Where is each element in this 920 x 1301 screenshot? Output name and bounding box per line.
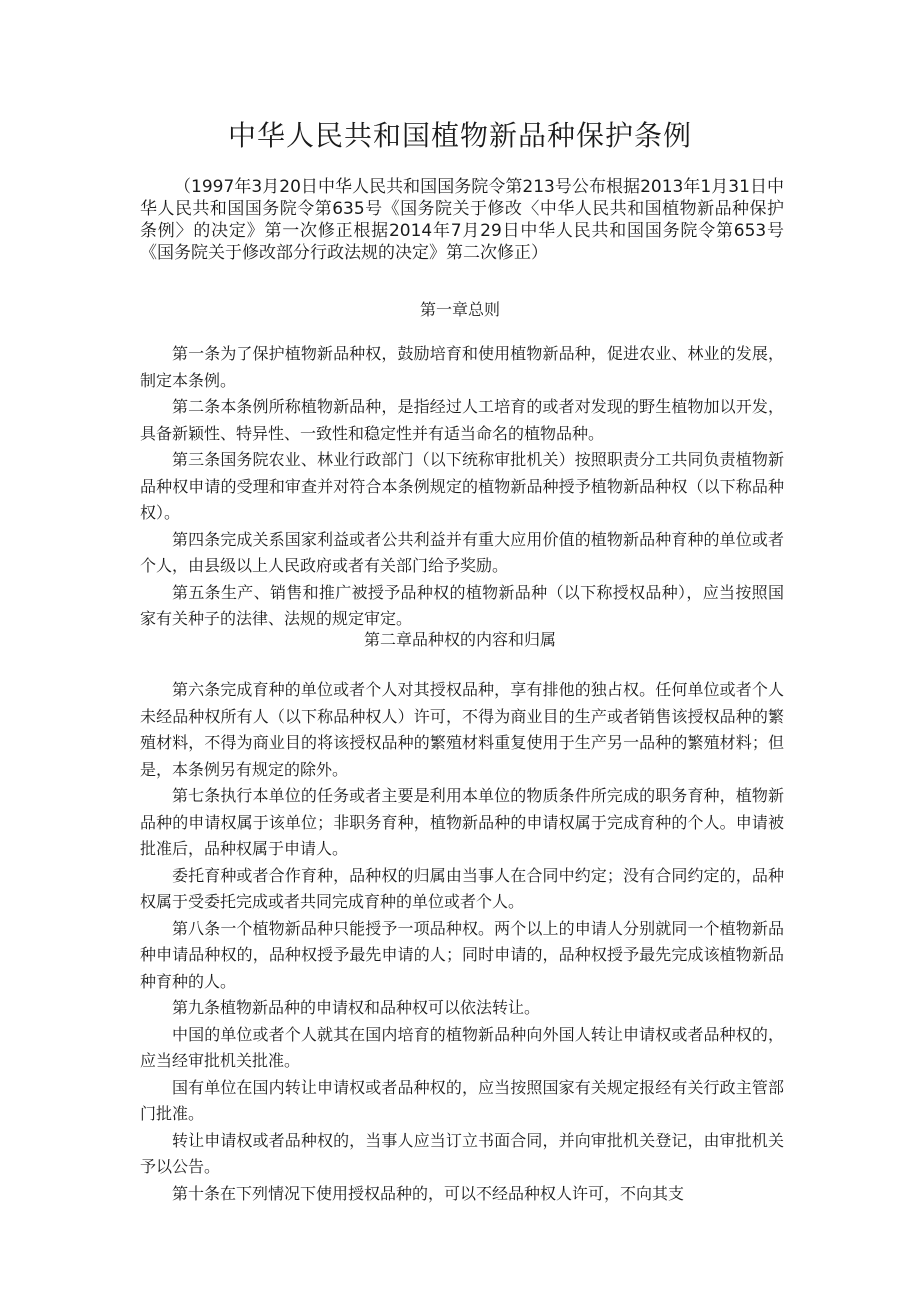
revision-history-note: （1997年3月20日中华人民共和国国务院令第213号公布根据2013年1月31日中华人民共和国国务院令第635号《国务院关于修改〈中华人民共和国植物新品种保护条例〉的决定》第一次修正根据2014年7月29日中华人民共和国国务院令第653号《国务院关于修改部分行政法规的决定》第二次修正）: [140, 177, 784, 263]
article-9-transfer-contract: 转让申请权或者品种权的，当事人应当订立书面合同，并向审批机关登记，由审批机关予以公告。: [140, 1130, 784, 1176]
article-7-commissioned-breeding: 委托育种或者合作育种，品种权的归属由当事人在合同中约定；没有合同约定的，品种权属于受委托完成或者共同完成育种的单位或者个人。: [140, 865, 784, 911]
article-3: 第三条国务院农业、林业行政部门（以下统称审批机关）按照职责分工共同负责植物新品种权申请的受理和审查并对符合本条例规定的植物新品种授予植物新品种权（以下称品种权）。: [140, 450, 784, 522]
article-4: 第四条完成关系国家利益或者公共利益并有重大应用价值的植物新品种育种的单位或者个人，由县级以上人民政府或者有关部门给予奖励。: [140, 529, 784, 575]
chapter-1-heading: 第一章总则: [419, 300, 500, 319]
document-title: 中华人民共和国植物新品种保护条例: [227, 119, 692, 152]
article-9-state-owned-transfer: 国有单位在国内转让申请权或者品种权的，应当按照国家有关规定报经有关行政主管部门批准。: [140, 1077, 784, 1123]
article-8: 第八条一个植物新品种只能授予一项品种权。两个以上的申请人分别就同一个植物新品种申请品种权的，品种权授予最先申请的人；同时申请的，品种权授予最先完成该植物新品种育种的人。: [140, 918, 784, 991]
chapter-2-body: [140, 677, 784, 1207]
article-9-foreign-transfer: 中国的单位或者个人就其在国内培育的植物新品种向外国人转让申请权或者品种权的，应当经审批机关批准。: [140, 1024, 784, 1070]
article-10: 第十条在下列情况下使用授权品种的，可以不经品种权人许可，不向其支: [172, 1183, 685, 1203]
article-6: 第六条完成育种的单位或者个人对其授权品种，享有排他的独占权。任何单位或者个人未经品种权所有人（以下称品种权人）许可，不得为商业目的生产或者销售该授权品种的繁殖材料，不得为商业目的将该授权品种的繁殖材料重复使用于生产另一品种的繁殖材料；但是，本条例另有规定的除外。: [140, 680, 784, 779]
article-1: 第一条为了保护植物新品种权，鼓励培育和使用植物新品种，促进农业、林业的发展，制定本条例。: [140, 344, 784, 390]
article-5: 第五条生产、销售和推广被授予品种权的植物新品种（以下称授权品种），应当按照国家有关种子的法律、法规的规定审定。: [140, 582, 784, 628]
chapter-1-body: [140, 341, 784, 633]
article-9: 第九条植物新品种的申请权和品种权可以依法转让。: [172, 998, 541, 1017]
article-2: 第二条本条例所称植物新品种，是指经过人工培育的或者对发现的野生植物加以开发，具备新颖性、特异性、一致性和稳定性并有适当命名的植物品种。: [140, 397, 784, 443]
article-7: 第七条执行本单位的任务或者主要是利用本单位的物质条件所完成的职务育种，植物新品种的申请权属于该单位；非职务育种，植物新品种的申请权属于完成育种的个人。申请被批准后，品种权属于申请人。: [140, 786, 784, 858]
chapter-2-heading: 第二章品种权的内容和归属: [363, 630, 556, 649]
